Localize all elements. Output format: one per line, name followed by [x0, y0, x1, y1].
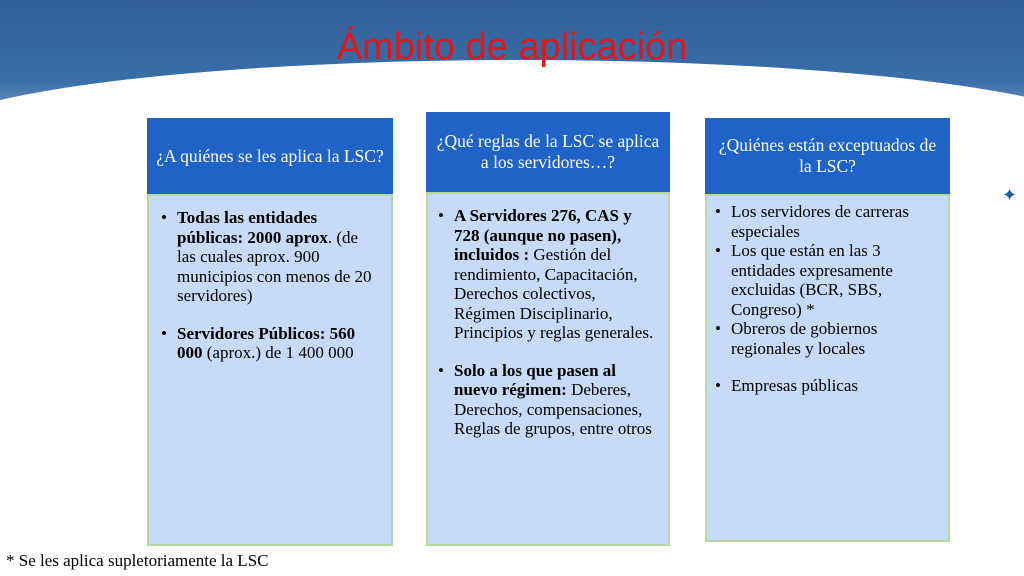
bullet-list: [159, 208, 379, 363]
column-header: ¿A quiénes se les aplica la LSC?: [147, 118, 393, 194]
bullet-list: [713, 202, 938, 396]
column-body: [426, 192, 670, 546]
list-item: • Todas las entidades públicas: 2000 aprox. (de las cuales aprox. 900 municipios con menos de 20 servidores): [159, 208, 379, 306]
list-item: • A Servidores 276, CAS y 728 (aunque no pasen), incluidos : Gestión del rendimiento, Capacitación, Derechos colectivos, Régimen Disciplinario, Principios y reglas generales.: [436, 206, 658, 343]
footnote: * Se les aplica supletoriamente la LSC: [6, 551, 269, 570]
column-body: [705, 194, 950, 542]
list-item: • Obreros de gobiernos regionales y locales: [713, 319, 938, 358]
list-item: • Los servidores de carreras especiales: [713, 202, 938, 241]
column-header: ¿Qué reglas de la LSC se aplica a los servidores…?: [426, 112, 670, 192]
column-exceptions: [705, 118, 950, 542]
list-item: • Empresas públicas: [713, 376, 938, 396]
bullet-list: [436, 206, 658, 439]
list-item: • Los que están en las 3 entidades expresamente excluidas (BCR, SBS, Congreso) *: [713, 241, 938, 319]
list-item: • Servidores Públicos: 560 000 (aprox.) de 1 400 000: [159, 324, 379, 363]
list-item: • Solo a los que pasen al nuevo régimen: Deberes, Derechos, compensaciones, Reglas de grupos, entre otros: [436, 361, 658, 439]
column-rules-applied: [426, 112, 670, 546]
column-body: [147, 194, 393, 546]
column-header: ¿Quiénes están exceptuados de la LSC?: [705, 118, 950, 194]
star-icon: ✦: [1002, 185, 1018, 206]
column-who-applies: [147, 118, 393, 546]
slide-title: Ámbito de aplicación: [336, 26, 688, 68]
